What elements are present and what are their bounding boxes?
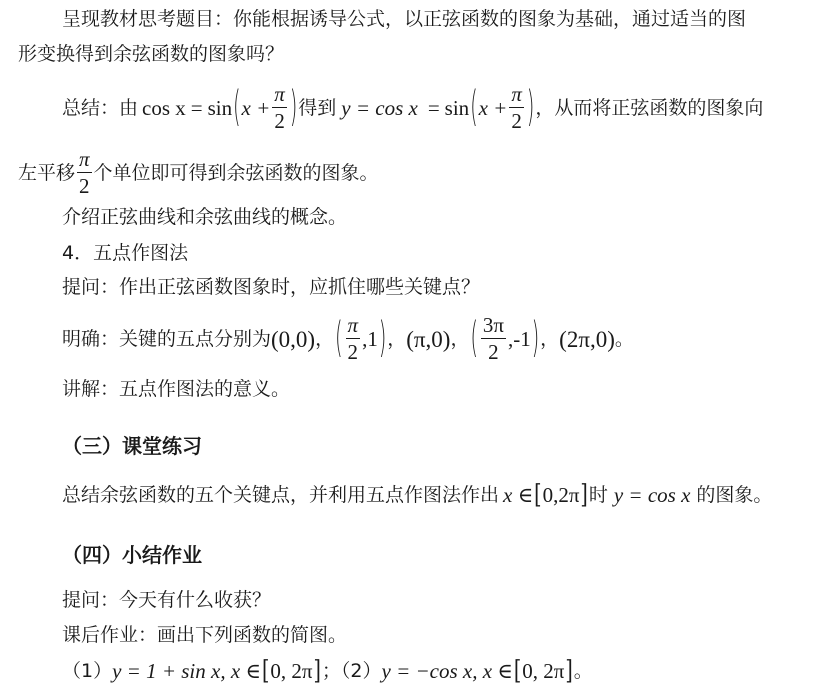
summary-line (62, 80, 763, 136)
formula-domain: x ∈ (503, 482, 534, 507)
equals-sign: = (190, 95, 203, 120)
fraction-3pi-over-2: $\frac{3\pi}{2}$ (482, 313, 504, 364)
paragraph-line: 提问：作出正弦函数图象时，应抓住哪些关键点？ (62, 276, 481, 298)
exercise-separator: ；（2） (321, 659, 382, 682)
right-paren: ) (531, 313, 540, 363)
paragraph-line: 形变换得到余弦函数的图象吗？ (18, 43, 285, 65)
section-heading: （四）小结作业 (62, 543, 202, 567)
paragraph-line: 课后作业：画出下列函数的简图。 (62, 624, 348, 646)
right-bracket: ] (565, 654, 573, 686)
period: 。 (573, 659, 593, 682)
formula-x-plus: x + (478, 95, 508, 120)
shift-line (18, 148, 379, 198)
formula-interval: 0, 2π (522, 658, 565, 683)
point-pi: (π,0) (406, 326, 451, 352)
paragraph-line: 介绍正弦曲线和余弦曲线的概念。 (62, 206, 348, 228)
practice-tail: 的图象。 (696, 483, 773, 506)
point-2pi: (2π,0) (559, 326, 615, 352)
text-got: 得到 (298, 96, 337, 119)
point-origin: (0,0) (271, 326, 316, 352)
right-paren: ) (526, 82, 535, 132)
separator: ， (315, 327, 335, 350)
practice-text: 总结余弦函数的五个关键点，并利用五点作图法作出 (62, 483, 500, 506)
shift-label: 左平移 (18, 161, 76, 184)
formula-exercise-1: y = 1 + sin x, x ∈ (112, 658, 261, 683)
section-heading: （三）课堂练习 (62, 434, 202, 458)
paragraph-line: 提问：今天有什么收获？ (62, 589, 272, 611)
formula-sin: sin (444, 95, 470, 120)
formula-interval: 0, 2π (270, 658, 313, 683)
point-4-tail: ,-1 (507, 326, 531, 351)
left-bracket: [ (261, 654, 270, 686)
right-bracket: ] (313, 654, 321, 686)
fraction-pi-over-2: $\frac{\pi}{2}$ (511, 82, 522, 133)
summary-tail: ，从而将正弦函数的图象向 (535, 96, 764, 119)
clarify-label: 明确：关键的五点分别为 (62, 327, 272, 350)
equals-sign: = (427, 95, 440, 120)
left-paren: ( (335, 313, 343, 363)
shift-tail: 个单位即可得到余弦函数的图象。 (93, 161, 379, 184)
exercise-line (62, 656, 593, 686)
formula-sin: sin (207, 95, 233, 120)
formula-cos-x: cos x (142, 95, 186, 120)
separator: ， (540, 327, 560, 350)
paragraph-line: 呈现教材思考题目：你能根据诱导公式，以正弦函数的图象为基础，通过适当的图 (62, 8, 747, 30)
left-bracket: [ (513, 654, 522, 686)
separator: ， (450, 327, 470, 350)
fraction-pi-over-2: $\frac{\pi}{2}$ (347, 313, 359, 364)
formula-exercise-2: y = −cos x, x ∈ (381, 658, 513, 683)
left-paren: ( (470, 82, 478, 132)
left-paren: ( (233, 82, 241, 132)
point-2-tail: ,1 (362, 326, 378, 351)
fraction-pi-over-2: $\frac{\pi}{2}$ (274, 82, 285, 133)
practice-line (62, 480, 772, 510)
formula-interval: 0,2π (542, 482, 580, 507)
right-bracket: ] (580, 478, 588, 510)
left-bracket: [ (534, 478, 542, 510)
paragraph-line: 讲解：五点作图法的意义。 (62, 378, 291, 400)
formula-y-cos: y = cos x (341, 95, 418, 120)
clarify-line (62, 313, 634, 365)
right-paren: ) (378, 313, 387, 363)
summary-label: 总结：由 (62, 96, 139, 119)
formula-y-cos: y = cos x (613, 482, 691, 507)
exercise-number: （1） (62, 659, 113, 682)
fraction-pi-over-2: $\frac{\pi}{2}$ (79, 147, 90, 198)
practice-mid: 时 (588, 483, 608, 506)
separator: ， (387, 327, 407, 350)
right-paren: ) (289, 82, 298, 132)
left-paren: ( (470, 313, 478, 363)
section-title: 4．五点作图法 (62, 242, 189, 264)
formula-x-plus: x + (241, 95, 271, 120)
period: 。 (614, 327, 634, 350)
